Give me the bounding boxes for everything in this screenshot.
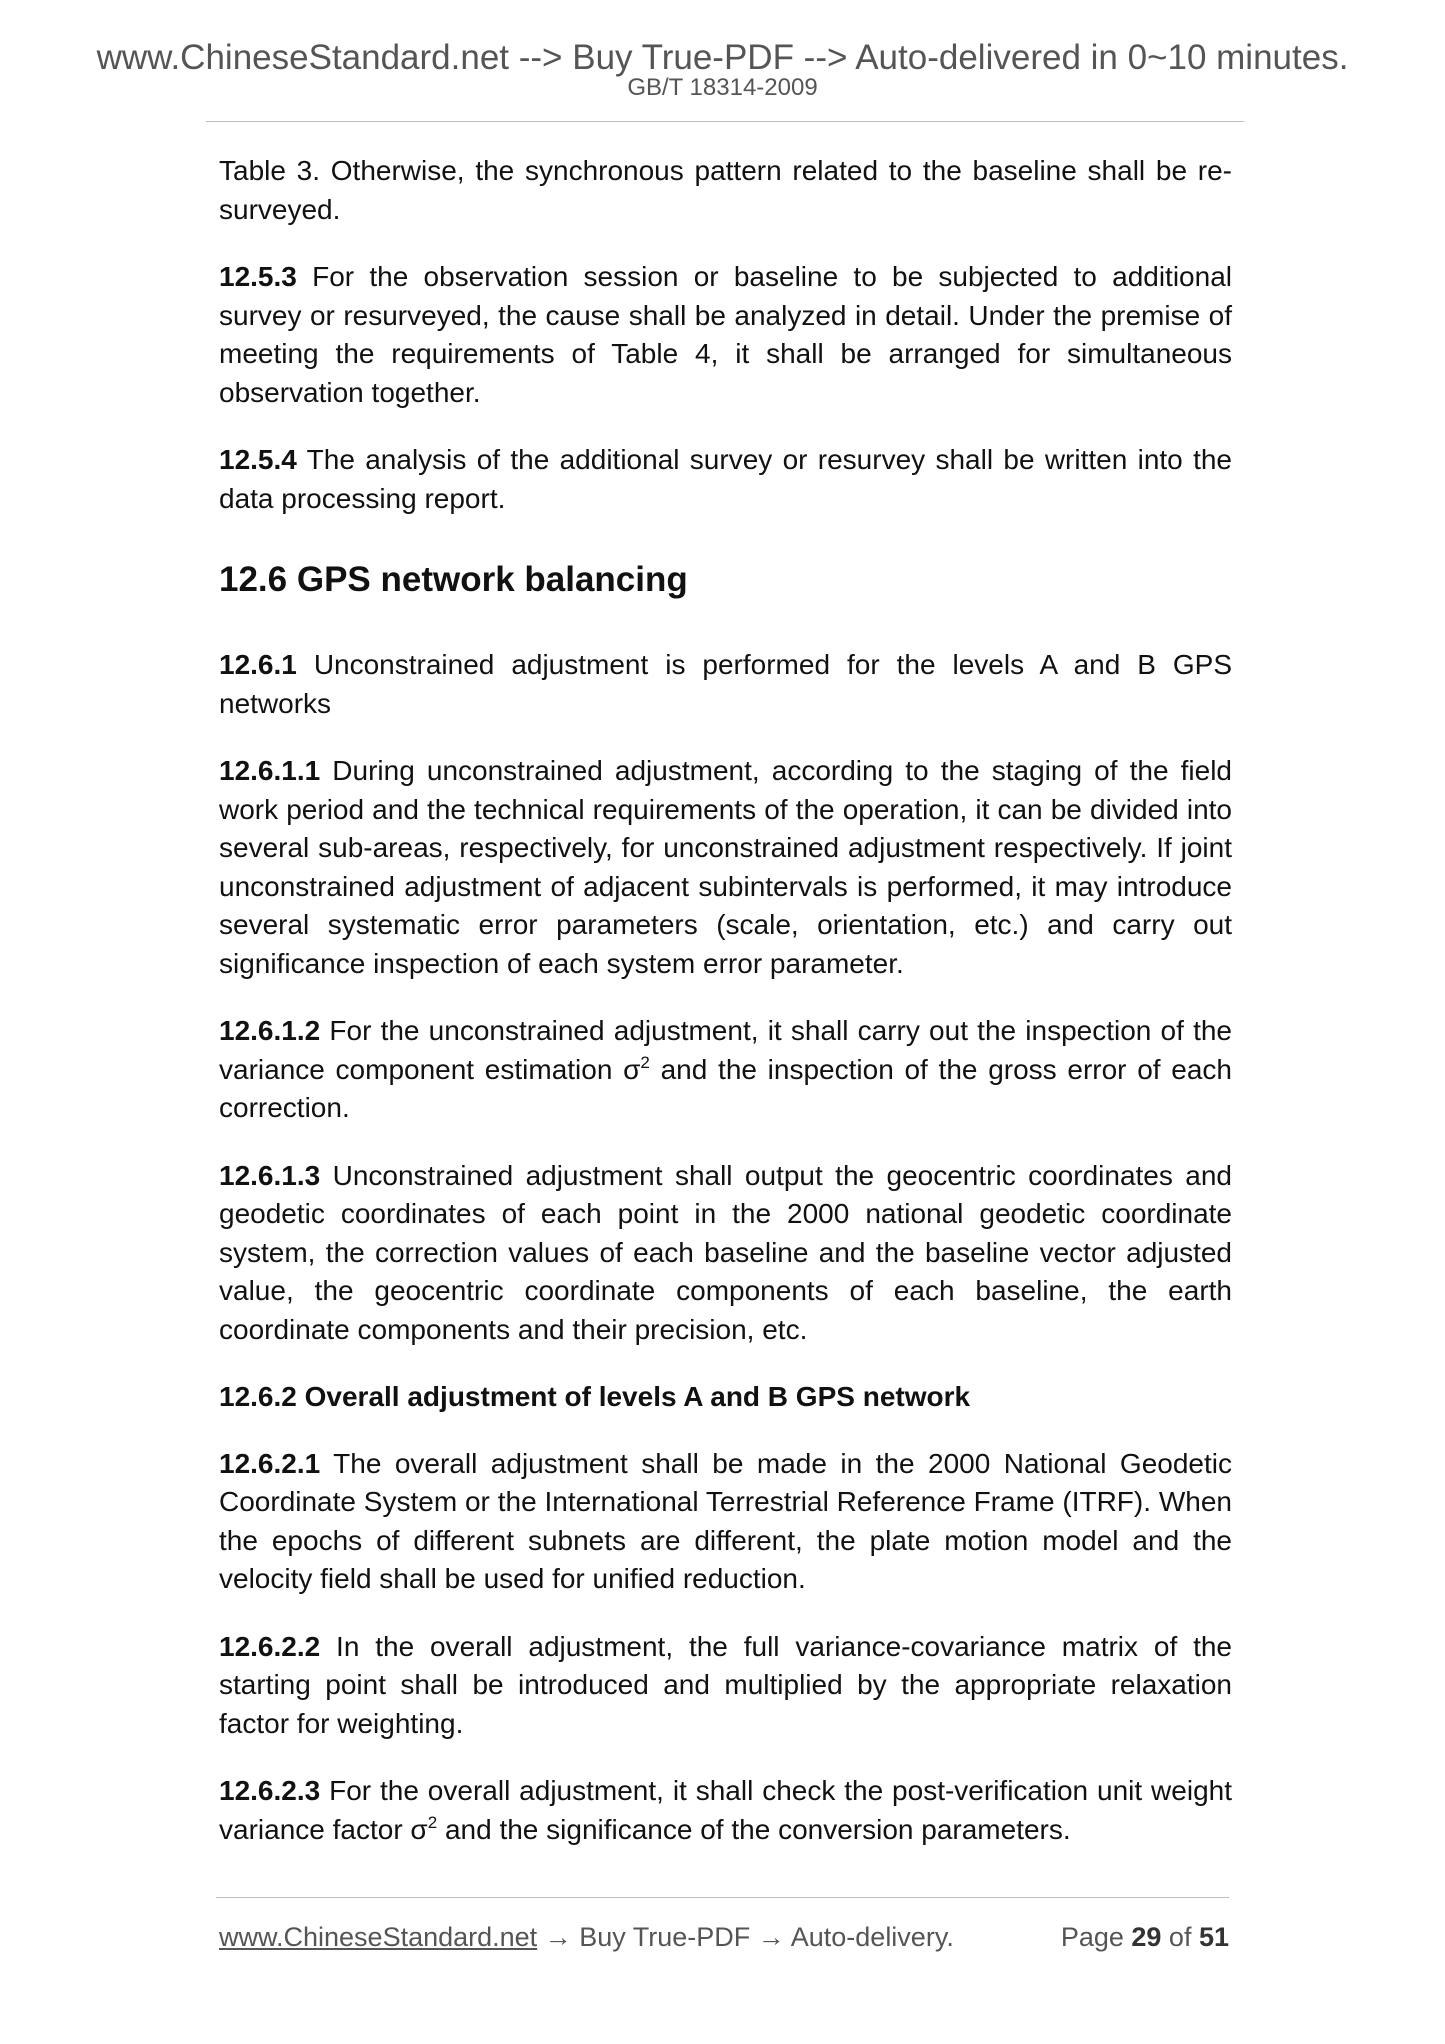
total-pages-number: 51 (1198, 1922, 1229, 1952)
site-banner[interactable]: www.ChineseStandard.net --> Buy True-PDF --> Auto-delivered in 0~10 minutes. (96, 38, 1349, 77)
standard-code: GB/T 18314-2009 (627, 74, 818, 101)
footer-tagline: → Buy True-PDF → Auto-delivery. (537, 1922, 954, 1952)
clause-text: The overall adjustment shall be made in the 2000 National Geodetic Coordinate System or the International Terrestrial Reference Frame (ITRF). When the epochs of different subnets are different, the plate motion model and the velocity field shall be used for unified reduction. (219, 1447, 1232, 1594)
footer-left (219, 1917, 954, 1957)
clause-12-5-4 (219, 441, 1232, 518)
clause-number: 12.6.1 (219, 649, 297, 680)
clause-12-6-1 (219, 646, 1232, 723)
intro-paragraph: Table 3. Otherwise, the synchronous pattern related to the baseline shall be re-surveyed. (219, 155, 1232, 225)
section-heading: 12.6 GPS network balancing (219, 560, 688, 599)
clause-12-6-2-3 (219, 1772, 1232, 1849)
page-content (219, 152, 1232, 1878)
clause-text: Unconstrained adjustment is performed for the levels A and B GPS networks (219, 649, 1232, 719)
superscript: 2 (427, 1812, 438, 1832)
current-page-number: 29 (1131, 1922, 1162, 1952)
clause-number: 12.5.4 (219, 444, 297, 475)
clause-12-6-2-2 (219, 1628, 1232, 1744)
clause-text: For the overall adjustment, it shall check the post-verification unit weight variance factor σ (219, 1775, 1232, 1845)
clause-12-6-1-1 (219, 752, 1232, 983)
footer-site-link[interactable]: www.ChineseStandard.net (219, 1922, 538, 1952)
clause-number: 12.5.3 (219, 261, 297, 292)
clause-text: In the overall adjustment, the full variance-covariance matrix of the starting point shall be introduced and multiplied by the appropriate relaxation factor for weighting. (219, 1630, 1232, 1739)
header-divider (206, 121, 1244, 122)
page-indicator (1061, 1917, 1229, 1957)
clause-number: 12.6.1.3 (219, 1159, 321, 1191)
superscript: 2 (640, 1052, 650, 1072)
clause-number: 12.6.2.2 (219, 1630, 321, 1662)
footer-divider (216, 1897, 1229, 1898)
clause-12-5-3 (219, 258, 1232, 412)
page-label: Page (1060, 1922, 1132, 1952)
clause-text: For the unconstrained adjustment, it shall carry out the inspection of the variance component estimation σ (219, 1015, 1232, 1085)
subsection-heading: 12.6.2 Overall adjustment of levels A and B GPS network (219, 1381, 971, 1412)
clause-number: 12.6.2.1 (219, 1447, 321, 1479)
clause-12-6-1-3 (219, 1157, 1232, 1350)
clause-number: 12.6.1.2 (219, 1015, 321, 1046)
clause-12-6-2-1 (219, 1445, 1232, 1599)
page-footer (219, 1917, 1229, 1957)
clause-text-cont: and the significance of the conversion parameters. (437, 1813, 1071, 1845)
clause-12-6-1-2 (219, 1012, 1232, 1128)
clause-text: During unconstrained adjustment, according to the staging of the field work period and the technical requirements of the operation, it can be divided into several sub-areas, respectively, for unconstrained adjustment respectively. If joint unconstrained adjustment of adjacent subintervals is performed, it may introduce several systematic error parameters (scale, orientation, etc.) and carry out significance inspection of each system error parameter. (219, 755, 1232, 979)
clause-text: The analysis of the additional survey or resurvey shall be written into the data processing report. (219, 444, 1232, 514)
clause-text: For the observation session or baseline to be subjected to additional survey or resurveyed, the cause shall be analyzed in detail. Under the premise of meeting the requirements of Table 4, it shall be arranged for simultaneous observation together. (219, 261, 1232, 408)
clause-text-cont: and the inspection of the gross error of each correction. (219, 1053, 1232, 1123)
clause-text: Unconstrained adjustment shall output the geocentric coordinates and geodetic coordinates of each point in the 2000 national geodetic coordinate system, the correction values of each baseline and the baseline vector adjusted value, the geocentric coordinate components of each baseline, the earth coordinate components and their precision, etc. (219, 1159, 1232, 1345)
clause-number: 12.6.2.3 (219, 1775, 321, 1806)
of-label: of (1161, 1922, 1199, 1952)
clause-number: 12.6.1.1 (219, 755, 321, 786)
